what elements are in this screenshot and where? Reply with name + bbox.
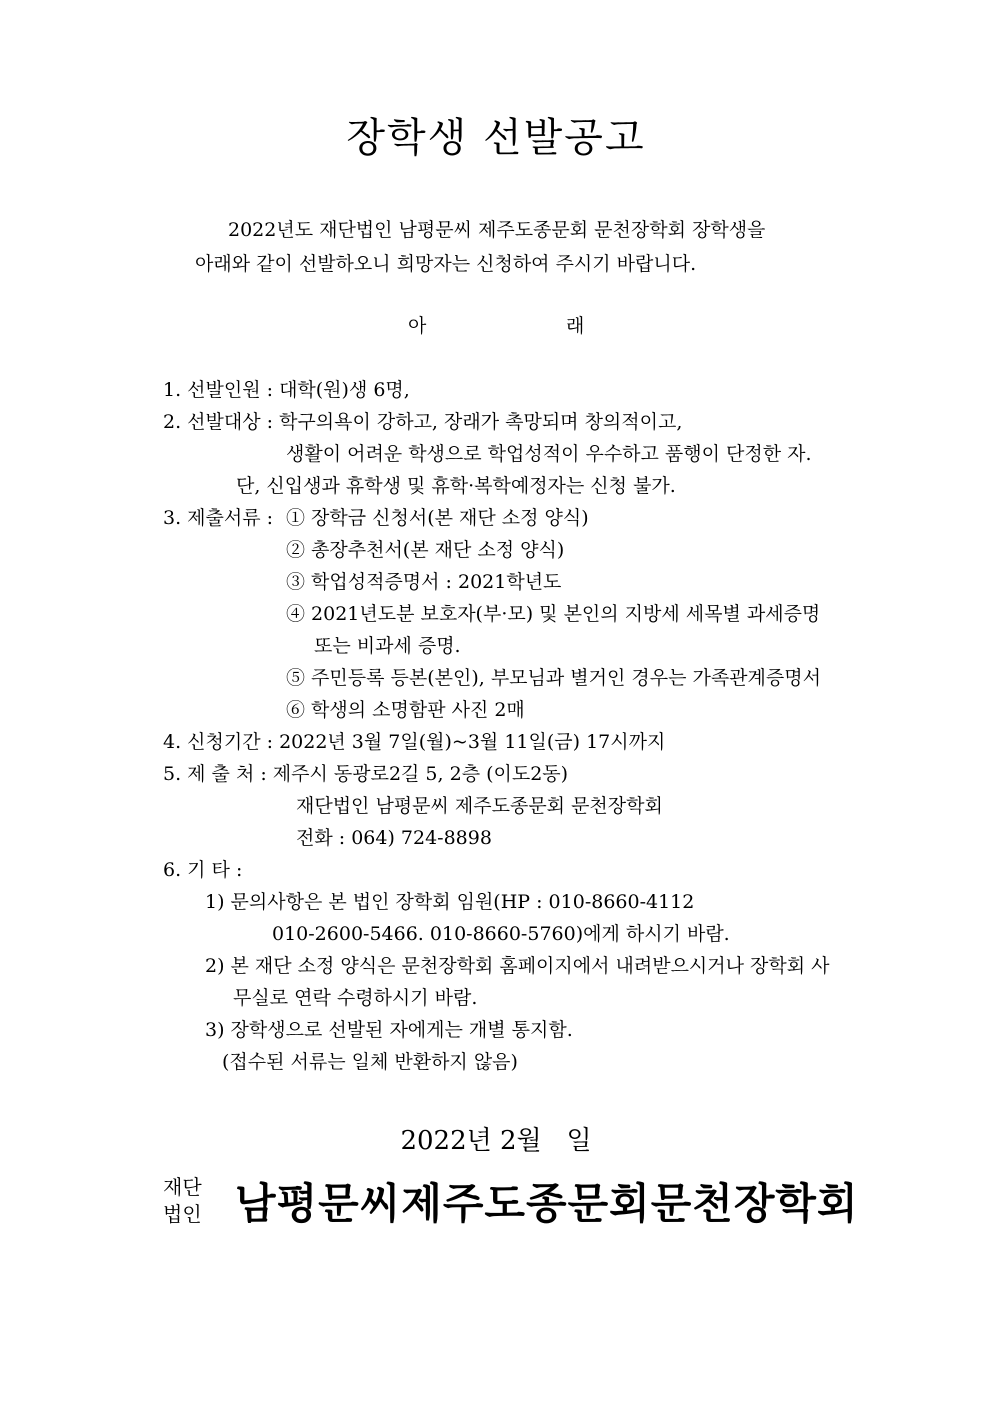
document-3: ③ 학업성적증명서 : 2021학년도 [286, 571, 562, 593]
document-5: ⑤ 주민등록 등본(본인), 부모님과 별거인 경우는 가족관계증명서 [286, 667, 821, 689]
below-heading-right: 래 [566, 315, 585, 337]
intro-line-1: 2022년도 재단법인 남평문씨 제주도종문회 문천장학회 장학생을 [228, 219, 766, 241]
notice-date [0, 1124, 992, 1158]
intro-line-2: 아래와 같이 선발하오니 희망자는 신청하여 주시기 바랍니다. [195, 253, 697, 275]
notice-date-text: 2022년 2월 일 [400, 1126, 592, 1156]
item-2-eligibility-cont: 생활이 어려운 학생으로 학업성적이 우수하고 품행이 단정한 자. [286, 443, 812, 465]
item-5-organization: 재단법인 남평문씨 제주도종문회 문천장학회 [296, 795, 663, 817]
org-type-top: 재단 [163, 1175, 202, 1199]
document-6: ⑥ 학생의 소명함판 사진 2매 [286, 699, 525, 721]
below-heading-left: 아 [408, 315, 427, 337]
item-2-eligibility: 2. 선발대상 : 학구의욕이 강하고, 장래가 촉망되며 창의적이고, [163, 411, 683, 433]
other-2: 2) 본 재단 소정 양식은 문천장학회 홈페이지에서 내려받으시거나 장학회 사 [205, 955, 830, 977]
item-5-submission-place: 5. 제 출 처 : 제주시 동광로2길 5, 2층 (이도2동) [163, 763, 569, 785]
document-1: ① 장학금 신청서(본 재단 소정 양식) [286, 507, 589, 529]
item-2-exclusion: 단, 신입생과 휴학생 및 휴학·복학예정자는 신청 불가. [236, 475, 676, 497]
other-1-cont: 010-2600-5466. 010-8660-5760)에게 하시기 바람. [272, 923, 730, 945]
other-2-cont: 무실로 연락 수령하시기 바람. [233, 987, 478, 1009]
document-4: ④ 2021년도분 보호자(부·모) 및 본인의 지방세 세목별 과세증명 [286, 603, 821, 625]
org-type-bottom: 법인 [163, 1202, 202, 1226]
item-1-recruit-count: 1. 선발인원 : 대학(원)생 6명, [163, 379, 410, 401]
item-4-application-period: 4. 신청기간 : 2022년 3월 7일(월)~3월 11일(금) 17시까지 [163, 731, 666, 753]
document-4-cont: 또는 비과세 증명. [314, 635, 461, 657]
page-title: 장학생 선발공고 [346, 115, 646, 161]
organization-name: 남평문씨제주도종문회문천장학회 [235, 1179, 859, 1228]
other-3-note: (접수된 서류는 일체 반환하지 않음) [222, 1051, 518, 1073]
other-3: 3) 장학생으로 선발된 자에게는 개별 통지함. [205, 1019, 573, 1041]
item-6-other: 6. 기 타 : [163, 859, 243, 881]
document-2: ② 총장추천서(본 재단 소정 양식) [286, 539, 565, 561]
item-3-documents: 3. 제출서류 : [163, 507, 274, 529]
other-1: 1) 문의사항은 본 법인 장학회 임원(HP : 010-8660-4112 [205, 891, 695, 913]
item-5-phone: 전화 : 064) 724-8898 [296, 827, 492, 849]
